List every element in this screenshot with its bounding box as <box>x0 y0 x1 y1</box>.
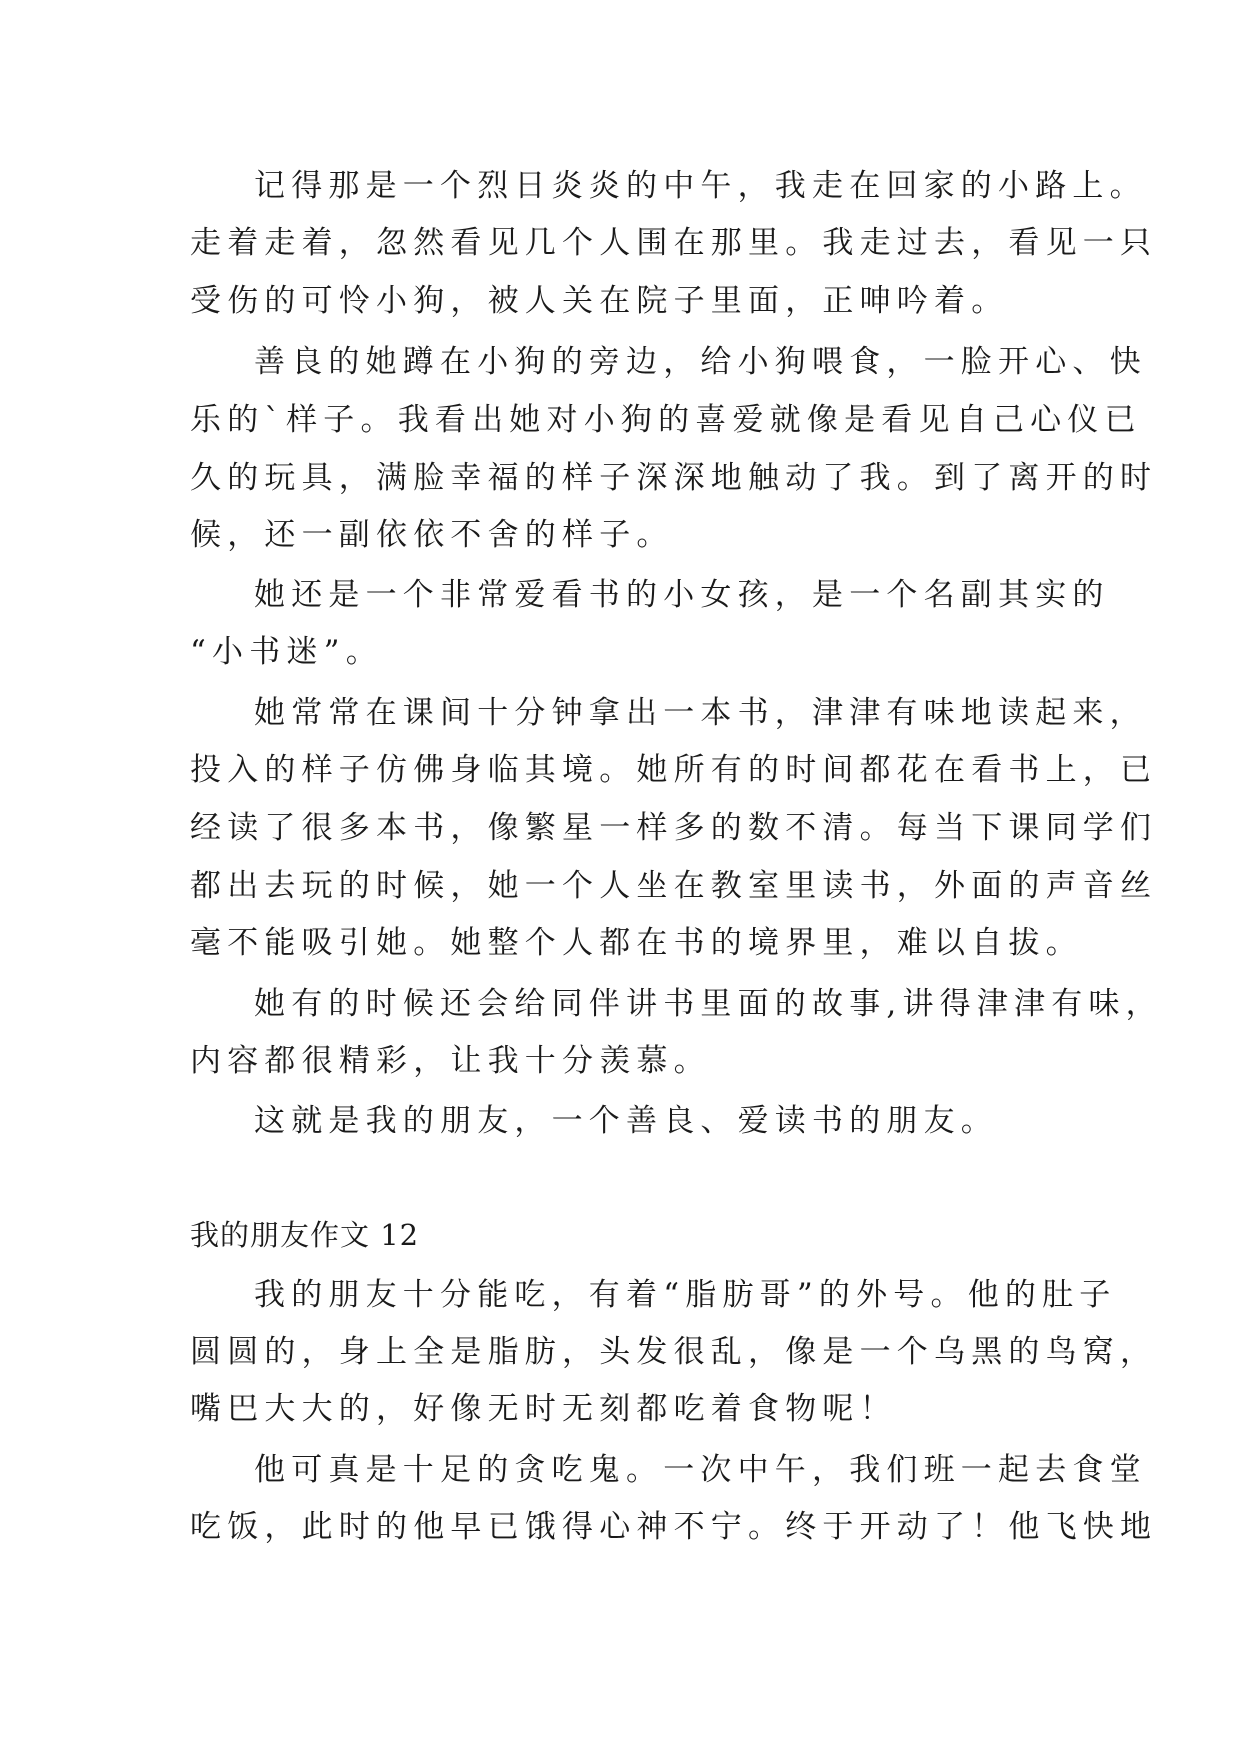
text-line: 都出去玩的时候，她一个人坐在教室里读书，外面的声音丝 <box>190 868 1158 904</box>
text-line: 嘴巴大大的，好像无时无刻都吃着食物呢！ <box>190 1391 897 1427</box>
text-line: 内容都很精彩，让我十分羡慕。 <box>190 1043 711 1079</box>
text-line: 我的朋友十分能吃，有着“脂肪哥”的外号。他的肚子 <box>254 1277 1117 1313</box>
text-line: 投入的样子仿佛身临其境。她所有的时间都花在看书上，已 <box>190 752 1158 788</box>
text-line: 候，还一副依依不舍的样子。 <box>190 517 674 553</box>
text-line: 受伤的可怜小狗，被人关在院子里面，正呻吟着。 <box>190 283 1009 319</box>
section-heading: 我的朋友作文 12 <box>190 1218 420 1252</box>
text-line: 吃饭，此时的他早已饿得心神不宁。终于开动了！他飞快地 <box>190 1509 1158 1545</box>
text-line: 走着走着，忽然看见几个人围在那里。我走过去，看见一只 <box>190 225 1158 261</box>
text-line: 乐的`样子。我看出她对小狗的喜爱就像是看见自己心仪已 <box>190 402 1142 438</box>
text-line: 这就是我的朋友，一个善良、爱读书的朋友。 <box>254 1103 998 1139</box>
text-line: 她常常在课间十分钟拿出一本书，津津有味地读起来， <box>254 695 1147 731</box>
text-line: 记得那是一个烈日炎炎的中午，我走在回家的小路上。 <box>254 168 1147 204</box>
text-line: “小书迷”。 <box>190 634 383 670</box>
text-line: 她还是一个非常爱看书的小女孩，是一个名副其实的 <box>254 577 1110 613</box>
text-line: 善良的她蹲在小狗的旁边，给小狗喂食，一脸开心、快 <box>254 344 1147 380</box>
text-line: 她有的时候还会给同伴讲书里面的故事,讲得津津有味， <box>254 986 1163 1022</box>
text-line: 圆圆的，身上全是脂肪，头发很乱，像是一个乌黑的鸟窝， <box>190 1334 1158 1370</box>
text-line: 经读了很多本书，像繁星一样多的数不清。每当下课同学们 <box>190 810 1158 846</box>
text-line: 他可真是十足的贪吃鬼。一次中午，我们班一起去食堂 <box>254 1452 1147 1488</box>
text-line: 久的玩具，满脸幸福的样子深深地触动了我。到了离开的时 <box>190 460 1158 496</box>
text-line: 毫不能吸引她。她整个人都在书的境界里，难以自拔。 <box>190 925 1083 961</box>
